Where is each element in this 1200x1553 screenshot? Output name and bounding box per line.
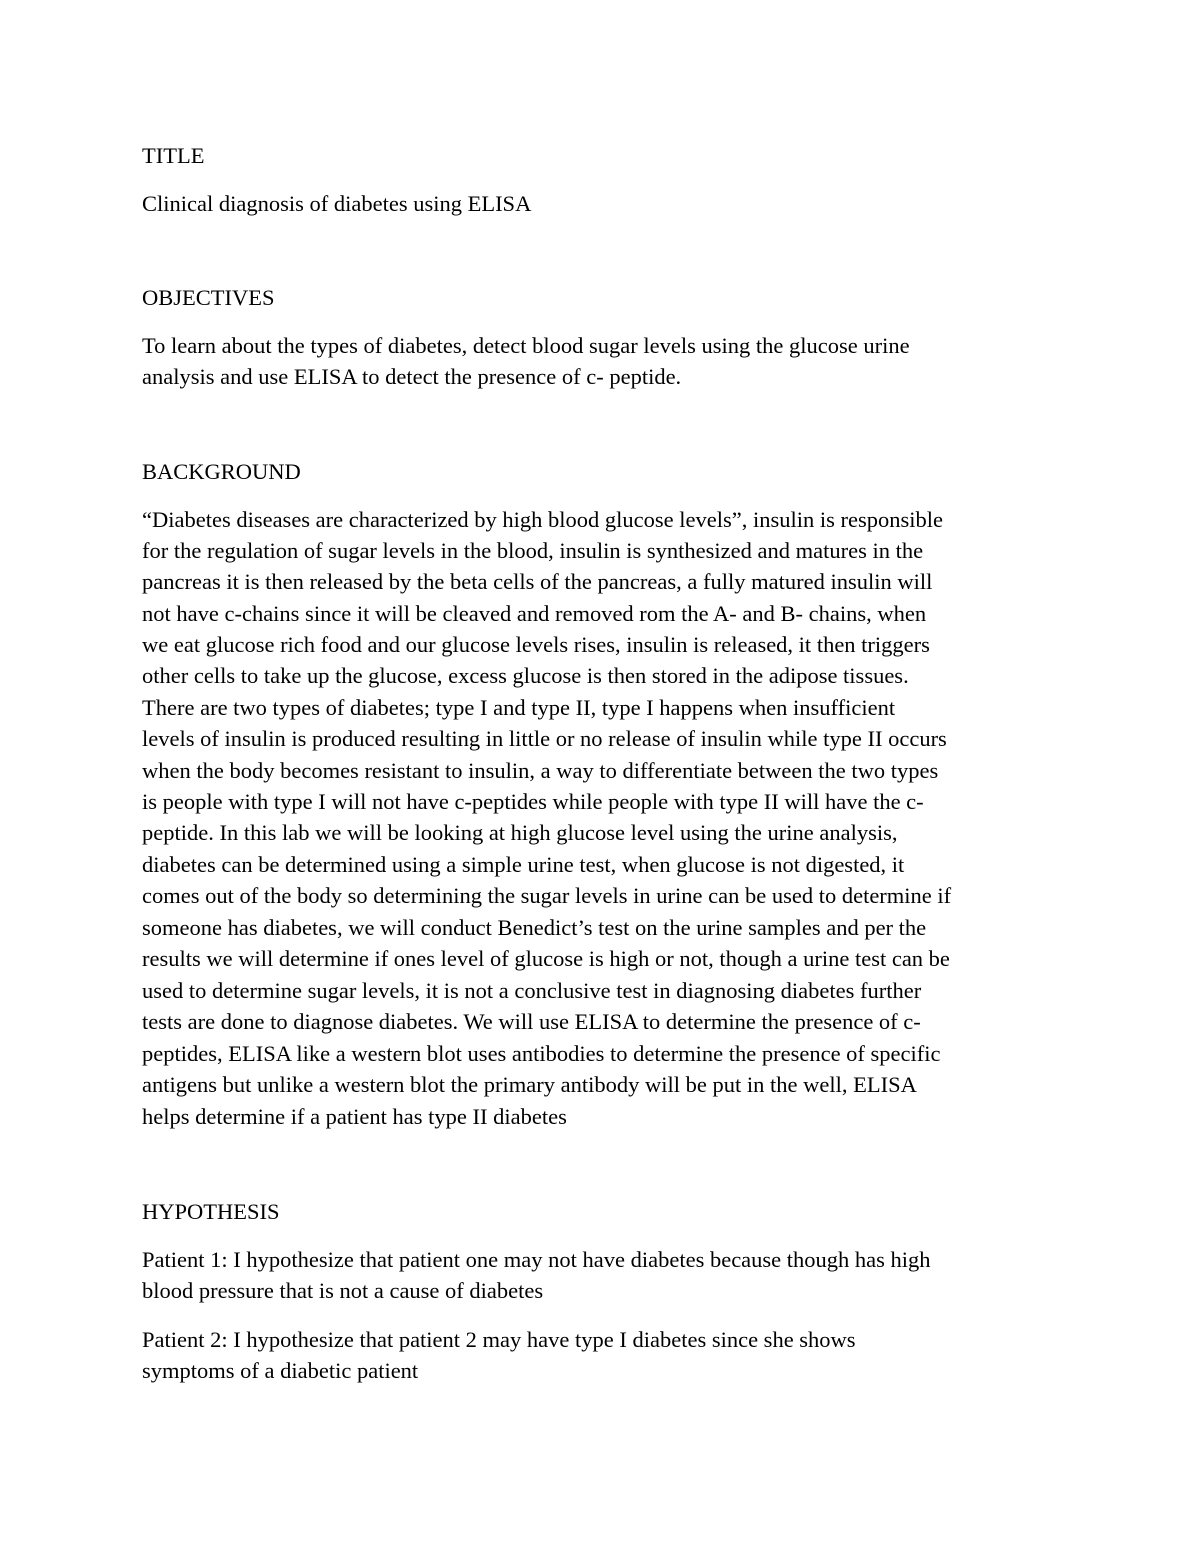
objectives-line: To learn about the types of diabetes, detect blood sugar levels using the glucose urine [142,333,910,358]
background-line: antigens but unlike a western blot the primary antibody will be put in the well, ELISA [142,1072,917,1097]
background-line: levels of insulin is produced resulting in little or no release of insulin while type II occurs [142,726,947,751]
background-line: “Diabetes diseases are characterized by high blood glucose levels”, insulin is responsible [142,507,943,532]
title-heading: TITLE [142,143,205,168]
background-line: someone has diabetes, we will conduct Benedict’s test on the urine samples and per the [142,915,927,940]
background-line: There are two types of diabetes; type I and type II, type I happens when insufficient [142,695,896,720]
background-line: is people with type I will not have c-peptides while people with type II will have the c- [142,789,924,814]
background-line: we eat glucose rich food and our glucose levels rises, insulin is released, it then triggers [142,632,930,657]
background-line: diabetes can be determined using a simple urine test, when glucose is not digested, it [142,852,905,877]
background-line: peptides, ELISA like a western blot uses antibodies to determine the presence of specific [142,1041,941,1066]
objectives-heading: OBJECTIVES [142,285,275,310]
background-heading: BACKGROUND [142,459,301,484]
hypothesis-patient1-line: blood pressure that is not a cause of diabetes [142,1278,544,1303]
background-line: for the regulation of sugar levels in the blood, insulin is synthesized and matures in the [142,538,924,563]
background-line: when the body becomes resistant to insulin, a way to differentiate between the two types [142,758,939,783]
title-text: Clinical diagnosis of diabetes using ELISA [142,191,532,216]
objectives-line: analysis and use ELISA to detect the presence of c- peptide. [142,364,682,389]
background-line: helps determine if a patient has type II diabetes [142,1104,567,1129]
background-line: not have c-chains since it will be cleaved and removed rom the A- and B- chains, when [142,601,927,626]
background-line: results we will determine if ones level of glucose is high or not, though a urine test can be [142,946,950,971]
background-line: used to determine sugar levels, it is not a conclusive test in diagnosing diabetes further [142,978,922,1003]
hypothesis-patient2-line: Patient 2: I hypothesize that patient 2 may have type I diabetes since she shows [142,1327,856,1352]
background-line: comes out of the body so determining the sugar levels in urine can be used to determine if [142,883,952,908]
background-line: peptide. In this lab we will be looking at high glucose level using the urine analysis, [142,820,898,845]
hypothesis-patient1-line: Patient 1: I hypothesize that patient one may not have diabetes because though has high [142,1247,931,1272]
background-line: tests are done to diagnose diabetes. We will use ELISA to determine the presence of c- [142,1009,921,1034]
background-line: other cells to take up the glucose, excess glucose is then stored in the adipose tissues. [142,663,909,688]
hypothesis-patient2-line: symptoms of a diabetic patient [142,1358,419,1383]
background-line: pancreas it is then released by the beta cells of the pancreas, a fully matured insulin will [142,569,933,594]
hypothesis-heading: HYPOTHESIS [142,1199,280,1224]
